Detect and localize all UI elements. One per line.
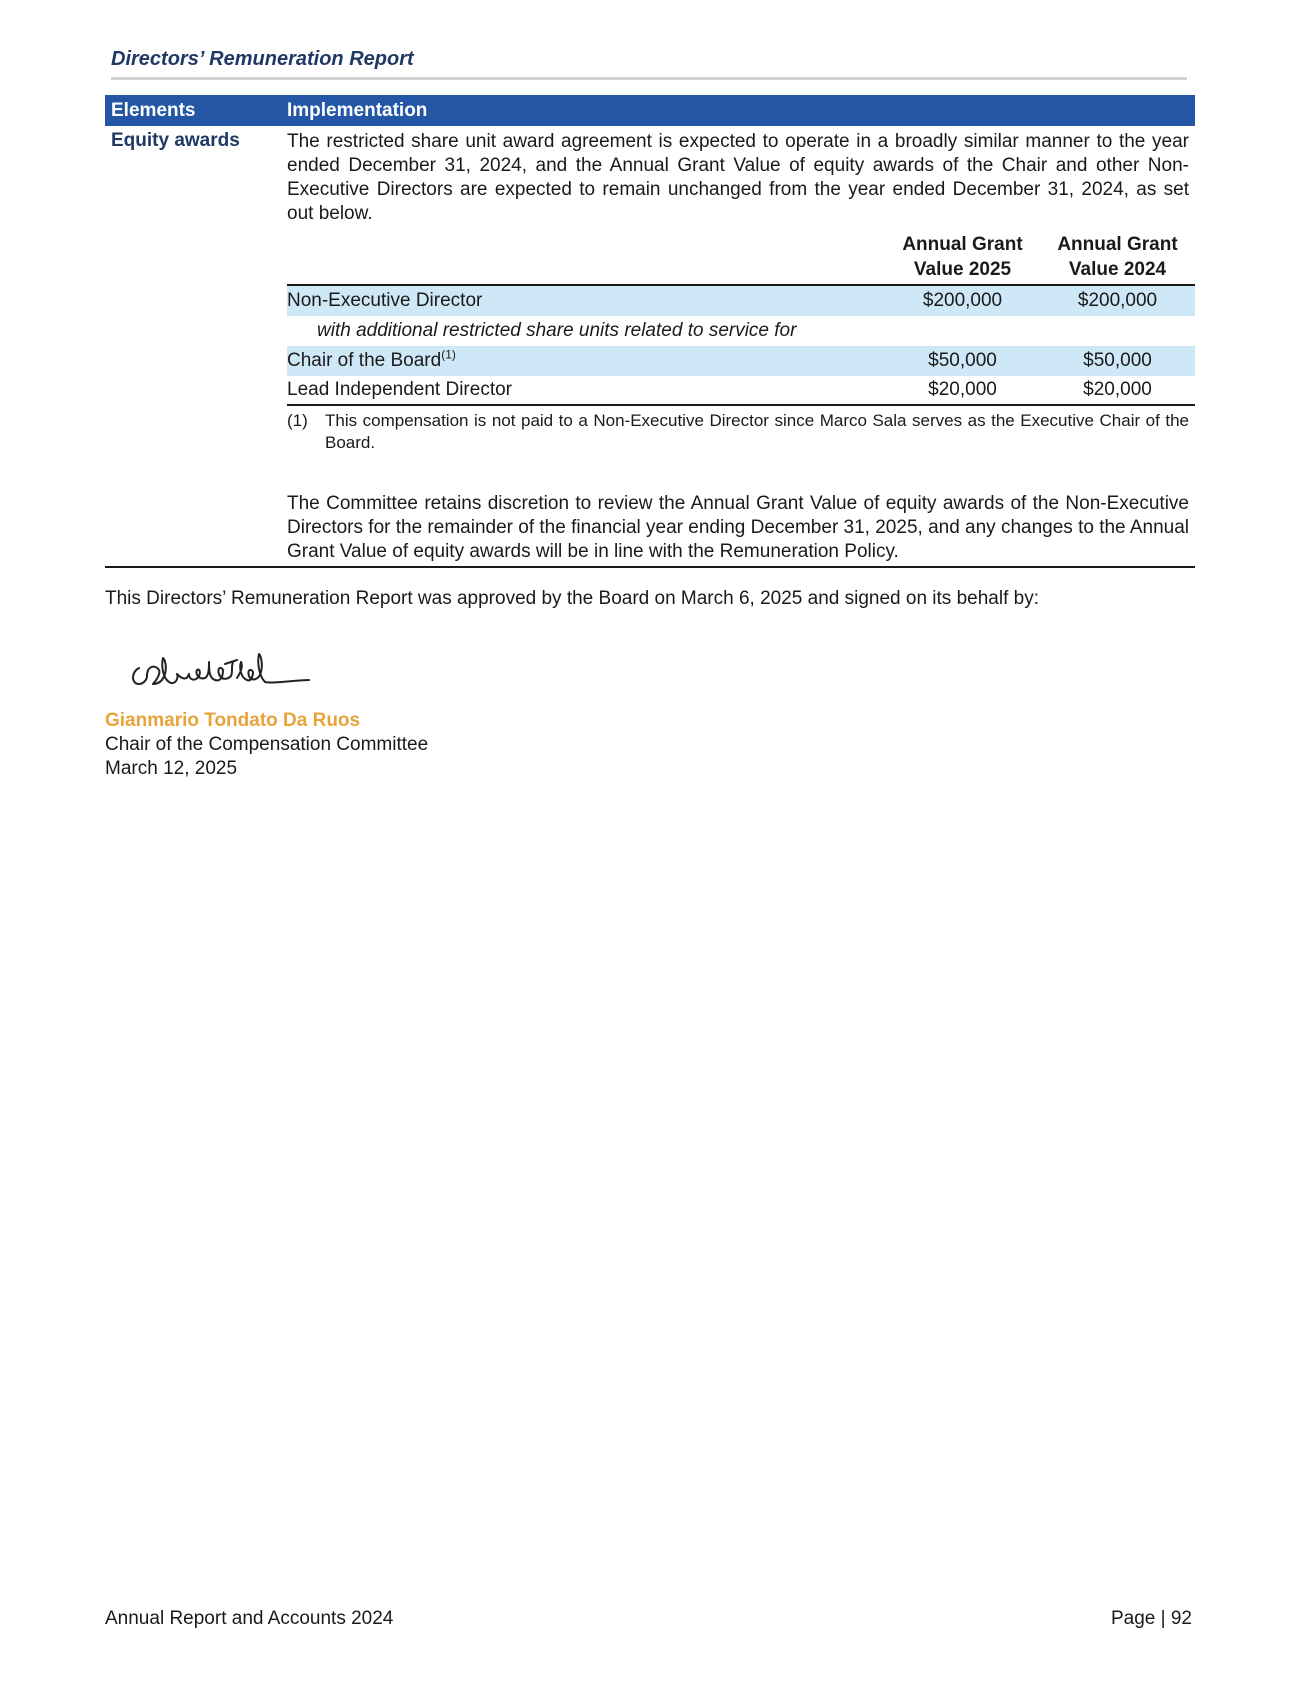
header-elements: Elements (111, 99, 196, 121)
signatory-block (105, 709, 428, 781)
grant-value-2025: $50,000 (928, 350, 997, 371)
signatory-name: Gianmario Tondato Da Ruos (105, 710, 361, 731)
grant-header-2024-line1: Annual Grant (1057, 234, 1178, 255)
footnote-number: (1) (287, 411, 308, 430)
footnote-text: This compensation is not paid to a Non-Executive Director since Marco Sala serves as the Executive Chair of the Board. (325, 411, 1189, 452)
grant-header-2025-line2: Value 2025 (913, 259, 1012, 280)
implementation-cell (287, 126, 1195, 566)
footer-report-title: Annual Report and Accounts 2024 (105, 1608, 394, 1629)
intro-paragraph: The restricted share unit award agreement is expected to operate in a broadly similar manner to the year ended December 31, 2024, and the Annual Grant Value of equity awards of the Chair and other Non-Executive Directors are expected to remain unchanged from the year ended December 31, 2024, as set out below. (287, 131, 1189, 224)
grant-row-additional (287, 316, 1195, 346)
grant-row-label-text: Chair of the Board (287, 350, 442, 371)
approval-statement: This Directors’ Remuneration Report was approved by the Board on March 6, 2025 and signed on its behalf by: (105, 588, 1039, 609)
element-name: Equity awards (111, 130, 240, 151)
grant-value-2025: $20,000 (928, 379, 997, 400)
footnote-marker: (1) (441, 347, 456, 362)
header-rule (111, 77, 1187, 80)
grant-value-2025: $200,000 (922, 290, 1003, 311)
grant-table-header (287, 232, 1195, 286)
grant-row-ned (287, 286, 1195, 316)
signatory-date: March 12, 2025 (105, 758, 238, 779)
grant-header-2025-line1: Annual Grant (902, 234, 1023, 255)
grant-row-label (287, 347, 885, 372)
signature-image (125, 648, 315, 692)
closing-paragraph: The Committee retains discretion to review the Annual Grant Value of equity awards of the Non-Executive Directors for the remainder of the financial year ending December 31, 2025, and any changes to the Annual Grant Value of equity awards will be in line with the Remuneration Policy. (287, 493, 1189, 562)
page-title: Directors’ Remuneration Report (111, 48, 414, 70)
footer-page-number: Page | 92 (1110, 1608, 1192, 1629)
grant-row-label: with additional restricted share units related to service for (317, 320, 797, 341)
grant-header-2024 (1040, 232, 1195, 282)
header-implementation: Implementation (287, 99, 428, 121)
grant-row-lid (287, 376, 1195, 406)
table-row (105, 126, 1195, 566)
grant-value-2024: $20,000 (1083, 379, 1152, 400)
grant-value-2024: $200,000 (1077, 290, 1158, 311)
table-header-row (105, 95, 1195, 126)
remuneration-table (105, 95, 1195, 568)
signatory-role: Chair of the Compensation Committee (105, 734, 429, 755)
footnote (287, 406, 1189, 454)
grant-header-2024-line2: Value 2024 (1068, 259, 1167, 280)
grant-row-label: Non-Executive Director (287, 290, 483, 311)
grant-row-label: Lead Independent Director (287, 379, 512, 400)
grant-row-chair (287, 346, 1195, 376)
grant-value-2024: $50,000 (1083, 350, 1152, 371)
page-header (111, 48, 1187, 80)
grant-header-2025 (885, 232, 1040, 282)
